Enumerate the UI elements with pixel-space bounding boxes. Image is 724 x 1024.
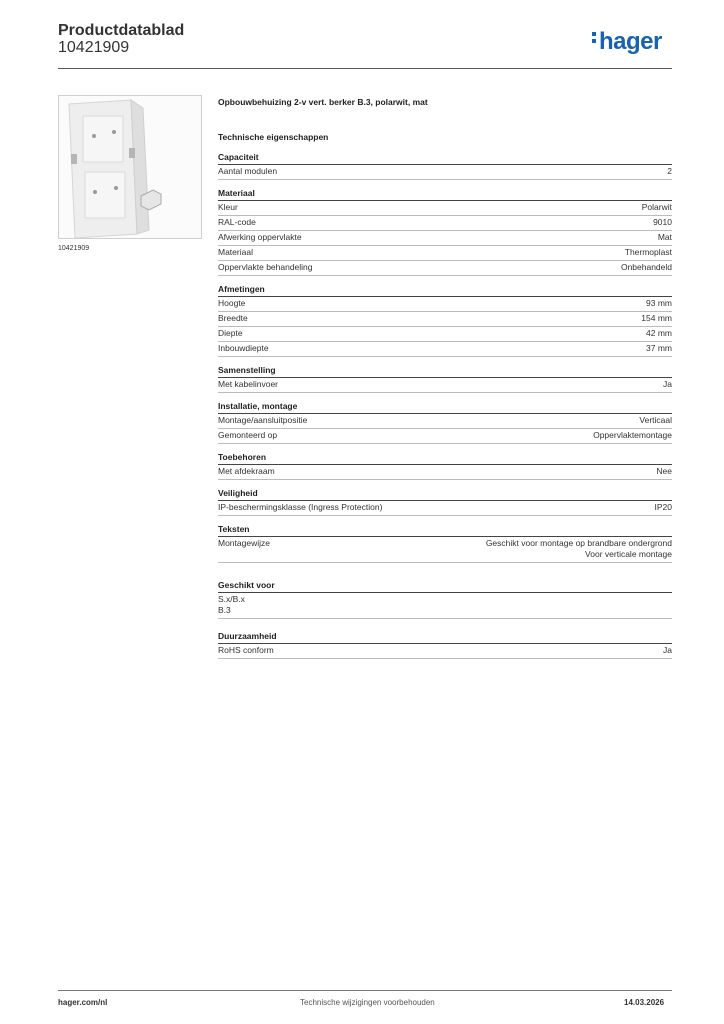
section-veiligheid (218, 487, 672, 516)
spec-value-line: Voor verticale montage (585, 549, 672, 559)
spec-value: Ja (663, 379, 672, 389)
spec-row (218, 414, 672, 429)
spec-label: Kleur (218, 202, 238, 212)
spec-row (218, 537, 672, 563)
spec-row (218, 429, 672, 444)
spec-value: Mat (657, 232, 672, 242)
housing-illustration-icon (59, 96, 201, 238)
spec-label: RoHS conform (218, 645, 274, 655)
spec-label: Oppervlakte behandeling (218, 262, 313, 272)
spec-row (218, 644, 672, 659)
spec-content (218, 96, 672, 666)
spec-value: Thermoplast (624, 247, 672, 257)
section-capaciteit (218, 151, 672, 180)
section-duurzaamheid (218, 630, 672, 659)
spec-value: 93 mm (646, 298, 672, 308)
spec-label: Hoogte (218, 298, 246, 308)
section-title: Toebehoren (218, 451, 672, 465)
spec-label: Montagewijze (218, 538, 270, 548)
spec-row (218, 261, 672, 276)
spec-label: Materiaal (218, 247, 253, 257)
section-title: Installatie, montage (218, 400, 672, 414)
section-title: Veiligheid (218, 487, 672, 501)
section-materiaal (218, 187, 672, 276)
section-afmetingen (218, 283, 672, 357)
product-image (58, 95, 202, 239)
section-title: Teksten (218, 523, 672, 537)
document-number: 10421909 (58, 39, 130, 56)
spec-value: Oppervlaktemontage (593, 430, 672, 440)
spec-row (218, 231, 672, 246)
spec-row (218, 216, 672, 231)
spec-row (218, 342, 672, 357)
spec-label: Montage/aansluitpositie (218, 415, 308, 425)
spec-label: Breedte (218, 313, 248, 323)
header-divider (58, 68, 672, 69)
spec-label: Aantal modulen (218, 166, 278, 176)
section-title: Materiaal (218, 187, 672, 201)
section-title: Samenstelling (218, 364, 672, 378)
logo-text: hager (599, 28, 662, 55)
spec-value: 9010 (653, 217, 672, 227)
spec-row (218, 246, 672, 261)
spec-label: Met kabelinvoer (218, 379, 279, 389)
section-title: Geschikt voor (218, 579, 672, 593)
spec-label: Met afdekraam (218, 466, 275, 476)
spec-row (218, 501, 672, 516)
spec-row (218, 165, 672, 180)
spec-value: Nee (656, 466, 672, 476)
spec-value: IP20 (654, 502, 672, 512)
spec-row (218, 312, 672, 327)
footer-date: 14.03.2026 (624, 998, 665, 1007)
section-samenstelling (218, 364, 672, 393)
section-toebehoren (218, 451, 672, 480)
spec-label: Inbouwdiepte (218, 343, 269, 353)
footer-divider (58, 990, 672, 991)
spec-value-line: Geschikt voor montage op brandbare ondergrond (485, 538, 672, 548)
section-title: Afmetingen (218, 283, 672, 297)
spec-value: 37 mm (646, 343, 672, 353)
spec-value: 2 (667, 166, 672, 176)
spec-row (218, 201, 672, 216)
footer-website: hager.com/nl (58, 998, 108, 1007)
spec-value: 154 mm (641, 313, 672, 323)
spec-row (218, 378, 672, 393)
footer-disclaimer: Technische wijzigingen voorbehouden (300, 998, 435, 1007)
spec-value: 42 mm (646, 328, 672, 338)
spec-value: Polarwit (641, 202, 672, 212)
image-caption: 10421909 (58, 245, 90, 252)
spec-label: Gemonteerd op (218, 430, 278, 440)
spec-value: Ja (663, 645, 672, 655)
section-geschikt (218, 579, 672, 619)
spec-row (218, 297, 672, 312)
tech-properties-title: Technische eigenschappen (218, 132, 329, 142)
spec-value: Verticaal (639, 415, 672, 425)
spec-row (218, 327, 672, 342)
product-title: Opbouwbehuizing 2-v vert. berker B.3, polarwit, mat (218, 97, 428, 107)
spec-label: Afwerking oppervlakte (218, 232, 302, 242)
section-title: Capaciteit (218, 151, 672, 165)
document-title: Productdatablad (58, 22, 185, 39)
logo-dots-icon (592, 32, 597, 46)
section-teksten (218, 523, 672, 563)
spec-label: RAL-code (218, 217, 256, 227)
spec-row (218, 593, 672, 619)
spec-value: Onbehandeld (620, 262, 672, 272)
spec-label: IP-beschermingsklasse (Ingress Protection) (218, 502, 383, 512)
brand-logo (592, 28, 662, 56)
spec-label: Diepte (218, 328, 243, 338)
spec-line: S.x/B.x (218, 594, 245, 604)
spec-row (218, 465, 672, 480)
spec-value (486, 538, 672, 560)
spec-line: B.3 (218, 605, 231, 615)
section-installatie (218, 400, 672, 444)
section-title: Duurzaamheid (218, 630, 672, 644)
